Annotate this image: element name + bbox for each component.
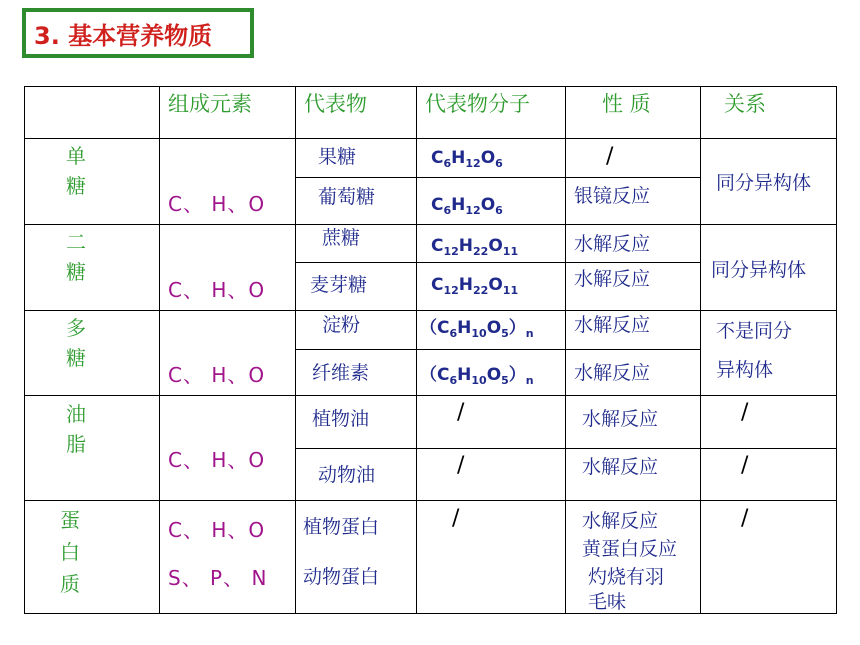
relation-disaccharide: 同分异构体 (711, 259, 807, 281)
table-border-top (24, 86, 837, 87)
rep-vegetable-oil: 植物油 (312, 408, 370, 430)
formula-sucrose: $C_{12}H_{22}O_{11}$ (431, 236, 519, 258)
category-protein: 蛋 白 质 (60, 508, 80, 596)
table-subrow-divider (295, 349, 701, 350)
rep-glucose: 葡萄糖 (318, 186, 376, 208)
formula-fructose: $C_6H_{12}O_6$ (431, 148, 503, 170)
table-row-divider (24, 395, 837, 396)
formula-vegetable-oil-none: / (457, 400, 465, 425)
relation-monosaccharide: 同分异构体 (716, 172, 812, 194)
table-border-right (836, 86, 837, 613)
category-monosaccharide: 单 糖 (66, 144, 86, 198)
formula-starch: $(C_6H_{10}O_5)_n$ (420, 318, 534, 340)
rep-cellulose: 纤维素 (312, 362, 370, 384)
category-disaccharide: 二 糖 (66, 230, 86, 284)
table-subrow-divider (295, 177, 701, 178)
elements-disaccharide: C、 H、O (168, 278, 266, 302)
elements-protein-2: S、 P、 N (168, 566, 268, 590)
relation-polysaccharide-1: 不是同分 (716, 320, 793, 342)
header-composition: 组成元素 (168, 92, 252, 116)
property-starch: 水解反应 (574, 314, 651, 336)
relation-polysaccharide-2: 异构体 (716, 359, 774, 381)
property-animal-oil: 水解反应 (582, 456, 659, 478)
relation-protein-none: / (741, 506, 749, 531)
property-vegetable-oil: 水解反应 (582, 408, 659, 430)
header-molecule: 代表物分子 (425, 92, 530, 116)
rep-plant-protein: 植物蛋白 (303, 516, 380, 538)
elements-monosaccharide: C、 H、O (168, 192, 266, 216)
rep-fructose: 果糖 (318, 146, 357, 168)
formula-protein-none: / (452, 506, 460, 531)
rep-maltose: 麦芽糖 (310, 274, 368, 296)
section-title: 3. 基本营养物质 (34, 21, 213, 50)
formula-maltose: $C_{12}H_{22}O_{11}$ (431, 275, 519, 297)
header-representative: 代表物 (304, 92, 367, 116)
rep-animal-protein: 动物蛋白 (303, 566, 380, 588)
rep-animal-oil: 动物油 (318, 464, 376, 486)
property-maltose: 水解反应 (574, 268, 651, 290)
category-lipid: 油 脂 (66, 402, 86, 456)
table-col-divider (159, 86, 160, 613)
formula-cellulose: $(C_6H_{10}O_5)_n$ (420, 365, 534, 387)
property-protein-burn-1: 灼烧有羽 (588, 566, 665, 588)
table-row-divider (24, 500, 837, 501)
property-fructose-none: / (606, 144, 614, 169)
table-subrow-divider (295, 448, 837, 449)
property-protein-hydrolysis: 水解反应 (582, 510, 659, 532)
table-border-bottom (24, 613, 837, 614)
header-relation: 关系 (724, 92, 766, 116)
property-sucrose: 水解反应 (574, 233, 651, 255)
rep-sucrose: 蔗糖 (322, 227, 361, 249)
property-glucose: 银镜反应 (574, 185, 651, 207)
table-row-divider (24, 224, 837, 225)
property-protein-burn-2: 毛味 (588, 591, 627, 613)
formula-animal-oil-none: / (457, 453, 465, 478)
property-cellulose: 水解反应 (574, 362, 651, 384)
formula-glucose: $C_6H_{12}O_6$ (431, 195, 503, 217)
table-row-divider (24, 138, 837, 139)
elements-lipid: C、 H、O (168, 448, 266, 472)
elements-polysaccharide: C、 H、O (168, 363, 266, 387)
property-protein-xanthoprotein: 黄蛋白反应 (582, 538, 678, 560)
relation-animal-oil-none: / (741, 453, 749, 478)
header-property: 性 质 (602, 92, 651, 116)
category-polysaccharide: 多 糖 (66, 316, 86, 370)
relation-vegetable-oil-none: / (741, 400, 749, 425)
table-row-divider (24, 310, 837, 311)
rep-starch: 淀粉 (322, 314, 361, 336)
table-border-left (24, 86, 25, 613)
elements-protein-1: C、 H、O (168, 518, 266, 542)
table-subrow-divider (295, 262, 701, 263)
